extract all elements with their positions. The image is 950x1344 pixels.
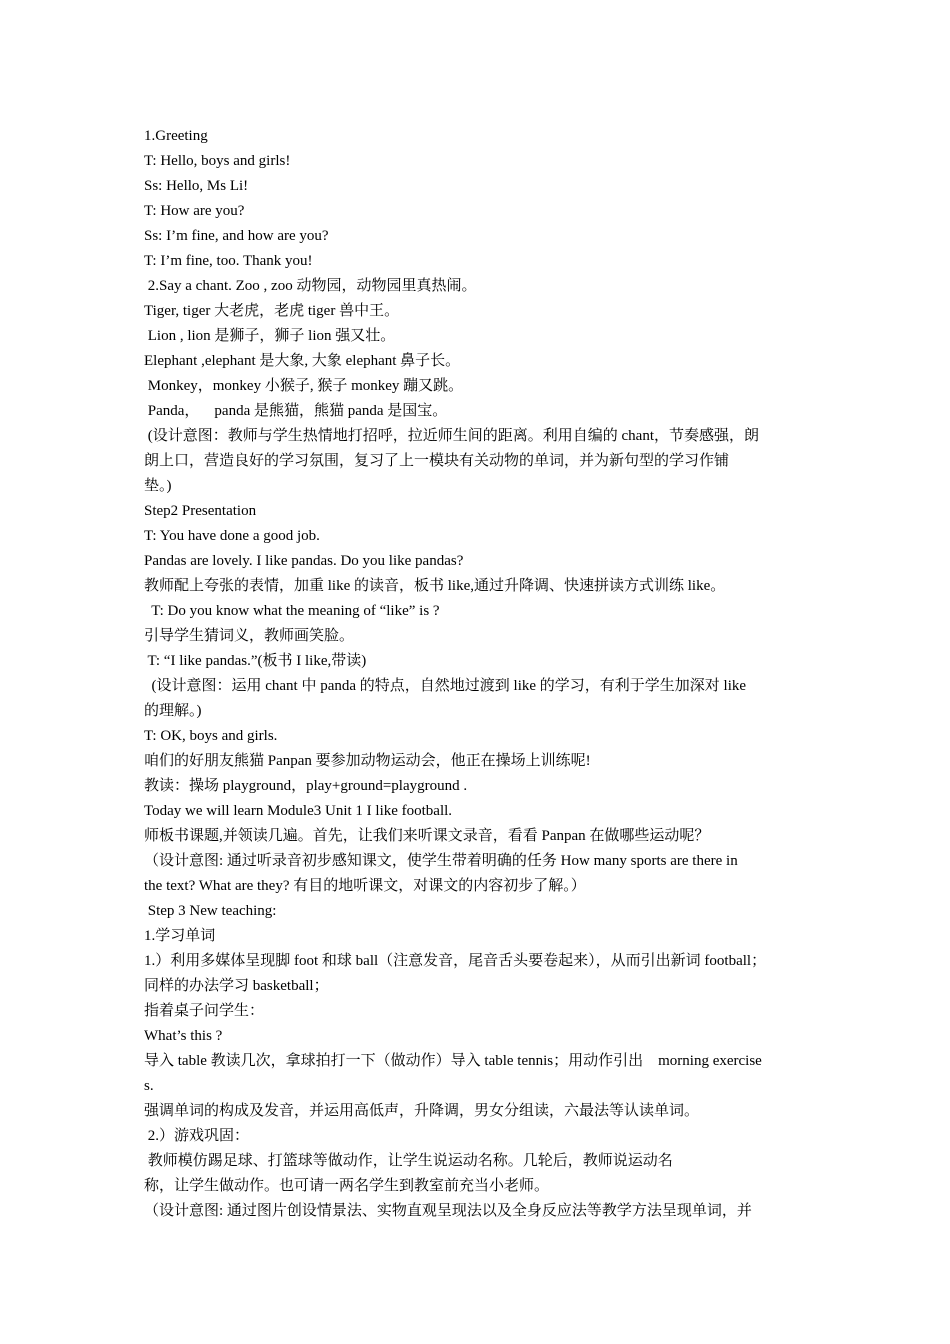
text-line: Pandas are lovely. I like pandas. Do you like pandas? (144, 553, 464, 569)
text-line: 引导学生猜词义，教师画笑脸。 (144, 628, 355, 644)
text-line: 教读：操场 playground，play+ground=playground . (144, 778, 468, 794)
text-line: T: OK, boys and girls. (144, 728, 278, 744)
text-line: T: Hello, boys and girls! (144, 153, 291, 169)
text-line: Ss: I’m fine, and how are you? (144, 228, 329, 244)
text-line: 指着桌子问学生： (144, 1003, 265, 1019)
text-line: 导入 table 教读几次，拿球拍打一下（做动作）导入 table tennis；用动作引出 morning exercise (144, 1053, 762, 1069)
text-line: 2.）游戏巩固： (144, 1128, 250, 1144)
text-line: Tiger, tiger 大老虎，老虎 tiger 兽中王。 (144, 303, 400, 319)
text-line: 1.Greeting (144, 128, 208, 144)
text-line: （设计意图: 通过图片创设情景法、实物直观呈现法以及全身反应法等教学方法呈现单词，并 (144, 1203, 752, 1219)
text-line: 2.Say a chant. Zoo , zoo 动物园，动物园里真热闹。 (144, 278, 477, 294)
text-line: 1.）利用多媒体呈现脚 foot 和球 ball（注意发音，尾音舌头要卷起来），从而引出新词 football； (144, 953, 767, 969)
text-line: Ss: Hello, Ms Li! (144, 178, 249, 194)
text-line: Panda， panda 是熊猫，熊猫 panda 是国宝。 (144, 403, 448, 419)
text-line: Lion , lion 是狮子，狮子 lion 强又壮。 (144, 328, 396, 344)
text-line: What’s this ? (144, 1028, 223, 1044)
text-line: 的理解。) (144, 703, 202, 719)
text-line: Monkey，monkey 小猴子, 猴子 monkey 蹦又跳。 (144, 378, 464, 394)
text-line: Elephant ,elephant 是大象, 大象 elephant 鼻子长。 (144, 353, 461, 369)
text-line: (设计意图：教师与学生热情地打招呼，拉近师生间的距离。利用自编的 chant，节奏感强，朗 (144, 428, 759, 444)
text-line: 教师配上夸张的表情，加重 like 的读音，板书 like,通过升降调、快速拼读方式训练 like。 (144, 578, 726, 594)
text-line: Today we will learn Module3 Unit 1 I like football. (144, 803, 453, 819)
text-line: T: How are you? (144, 203, 245, 219)
document-body (144, 124, 808, 1224)
text-line: T: I’m fine, too. Thank you! (144, 253, 313, 269)
text-line: 同样的办法学习 basketball； (144, 978, 329, 994)
text-line: 教师模仿踢足球、打篮球等做动作，让学生说运动名称。几轮后，教师说运动名 (144, 1153, 673, 1169)
text-line: T: You have done a good job. (144, 528, 320, 544)
text-line: Step 3 New teaching: (144, 903, 277, 919)
text-line: Step2 Presentation (144, 503, 257, 519)
text-line: 1.学习单词 (144, 928, 216, 944)
text-line: 朗上口，营造良好的学习氛围，复习了上一模块有关动物的单词，并为新句型的学习作铺 (144, 453, 730, 469)
text-line: 师板书课题,并领读几遍。首先，让我们来听课文录音，看看 Panpan 在做哪些运动呢？ (144, 828, 710, 844)
text-line: （设计意图: 通过听录音初步感知课文，使学生带着明确的任务 How many sports are there in (144, 853, 738, 869)
text-line: 垫。) (144, 478, 172, 494)
text-line: T: “I like pandas.”(板书 I like,带读) (144, 653, 367, 669)
text-line: s. (144, 1078, 154, 1094)
text-line: 咱们的好朋友熊猫 Panpan 要参加动物运动会，他正在操场上训练呢! (144, 753, 591, 769)
text-line: the text? What are they? 有目的地听课文，对课文的内容初步了解。） (144, 878, 586, 894)
text-line: 称，让学生做动作。也可请一两名学生到教室前充当小老师。 (144, 1178, 550, 1194)
text-line: T: Do you know what the meaning of “like” is ? (144, 603, 440, 619)
text-line: (设计意图：运用 chant 中 panda 的特点，自然地过渡到 like 的学习，有利于学生加深对 like (144, 678, 747, 694)
text-line: 强调单词的构成及发音，并运用高低声，升降调，男女分组读，六最法等认读单词。 (144, 1103, 700, 1119)
